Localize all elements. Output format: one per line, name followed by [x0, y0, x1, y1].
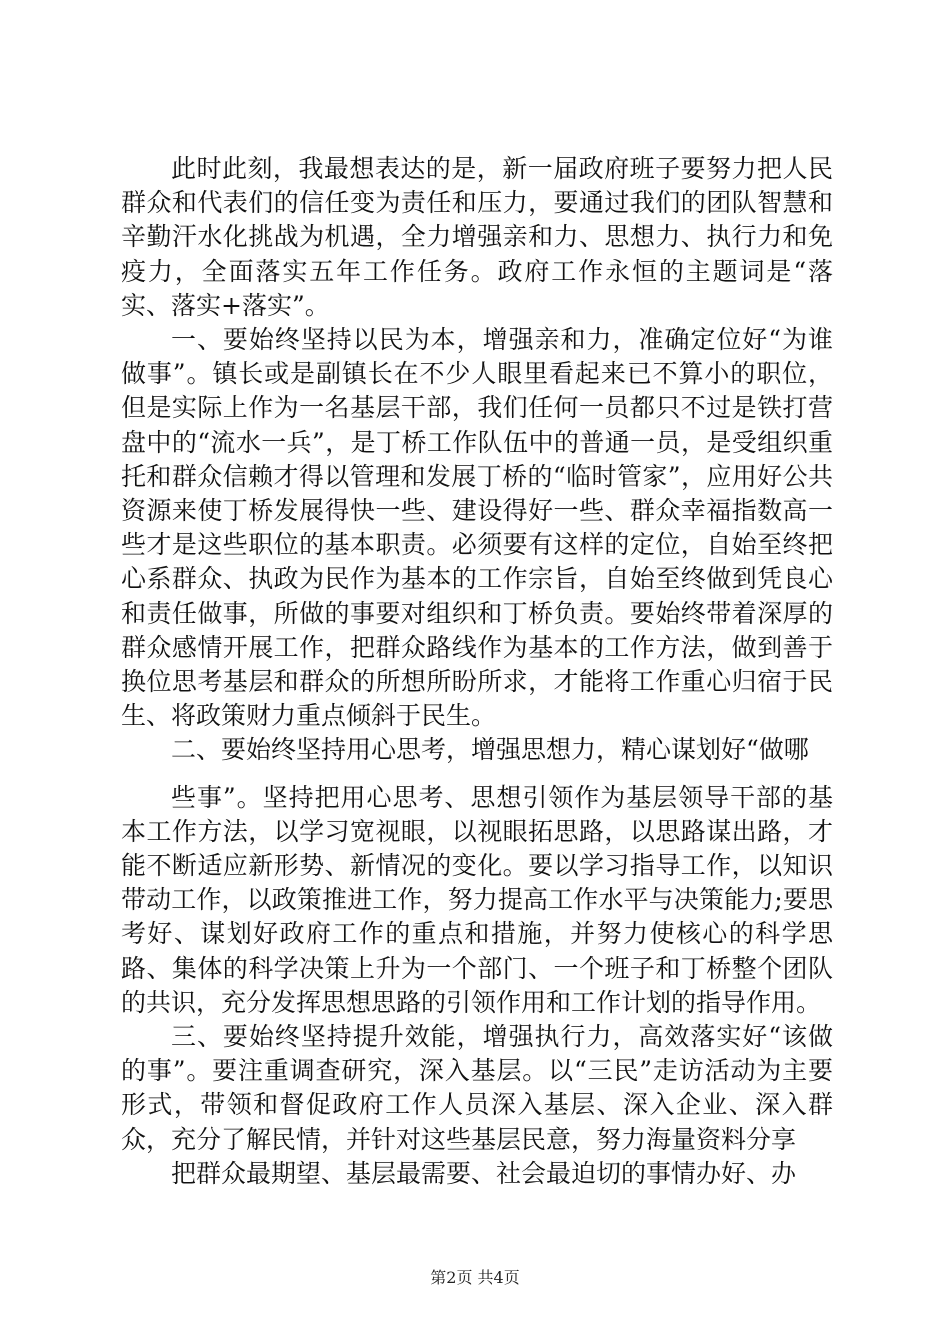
paragraph-intro: 此时此刻，我最想表达的是，新一届政府班子要努力把人民群众和代表们的信任变为责任和压力，要通过我们的团队智慧和辛勤汗水化挑战为机遇，全力增强亲和力、思想力、执行力和免疫力，全面落实五年工作任务。政府工作永恒的主题词是“落实、落实+落实”。	[121, 154, 833, 320]
paragraph-section-three: 三、要始终坚持提升效能，增强执行力，高效落实好“该做的事”。要注重调查研究，深入基层。以“三民”走访活动为主要形式，带领和督促政府工作人员深入基层、深入企业、深入群众，充分了解民情，并针对这些基层民意，努力海量资料分享	[121, 1022, 833, 1154]
document-body	[121, 152, 833, 1191]
page-footer: 第2页 共4页	[430, 1268, 520, 1287]
paragraph-continuation: 把群众最期望、基层最需要、社会最迫切的事情办好、办	[171, 1158, 797, 1188]
paragraph-section-two-body: 些事”。坚持把用心思考、思想引领作为基层领导干部的基本工作方法，以学习宽视眼，以视眼拓思路，以思路谋出路，才能不断适应新形势、新情况的变化。要以学习指导工作，以知识带动工作，以政策推进工作，努力提高工作水平与决策能力;要思考好、谋划好政府工作的重点和措施，并努力使核心的科学思路、集体的科学决策上升为一个部门、一个班子和丁桥整个团队的共识，充分发挥思想思路的引领作用和工作计划的指导作用。	[121, 782, 833, 1017]
paragraph-section-two-heading: 二、要始终坚持用心思考，增强思想力，精心谋划好“做哪	[171, 735, 809, 765]
paragraph-gap	[121, 768, 833, 781]
paragraph-section-one: 一、要始终坚持以民为本，增强亲和力，准确定位好“为谁做事”。镇长或是副镇长在不少人眼里看起来已不算小的职位，但是实际上作为一名基层干部，我们任何一员都只不过是铁打营盘中的“流水一兵”，是丁桥工作队伍中的普通一员，是受组织重托和群众信赖才得以管理和发展丁桥的“临时管家”，应用好公共资源来使丁桥发展得快一些、建设得好一些、群众幸福指数高一些才是这些职位的基本职责。必须要有这样的定位，自始至终把心系群众、执政为民作为基本的工作宗旨，自始至终做到凭良心和责任做事，所做的事要对组织和丁桥负责。要始终带着深厚的群众感情开展工作，把群众路线作为基本的工作方法，做到善于换位思考基层和群众的所想所盼所求，才能将工作重心归宿于民生、将政策财力重点倾斜于民生。	[121, 325, 833, 731]
